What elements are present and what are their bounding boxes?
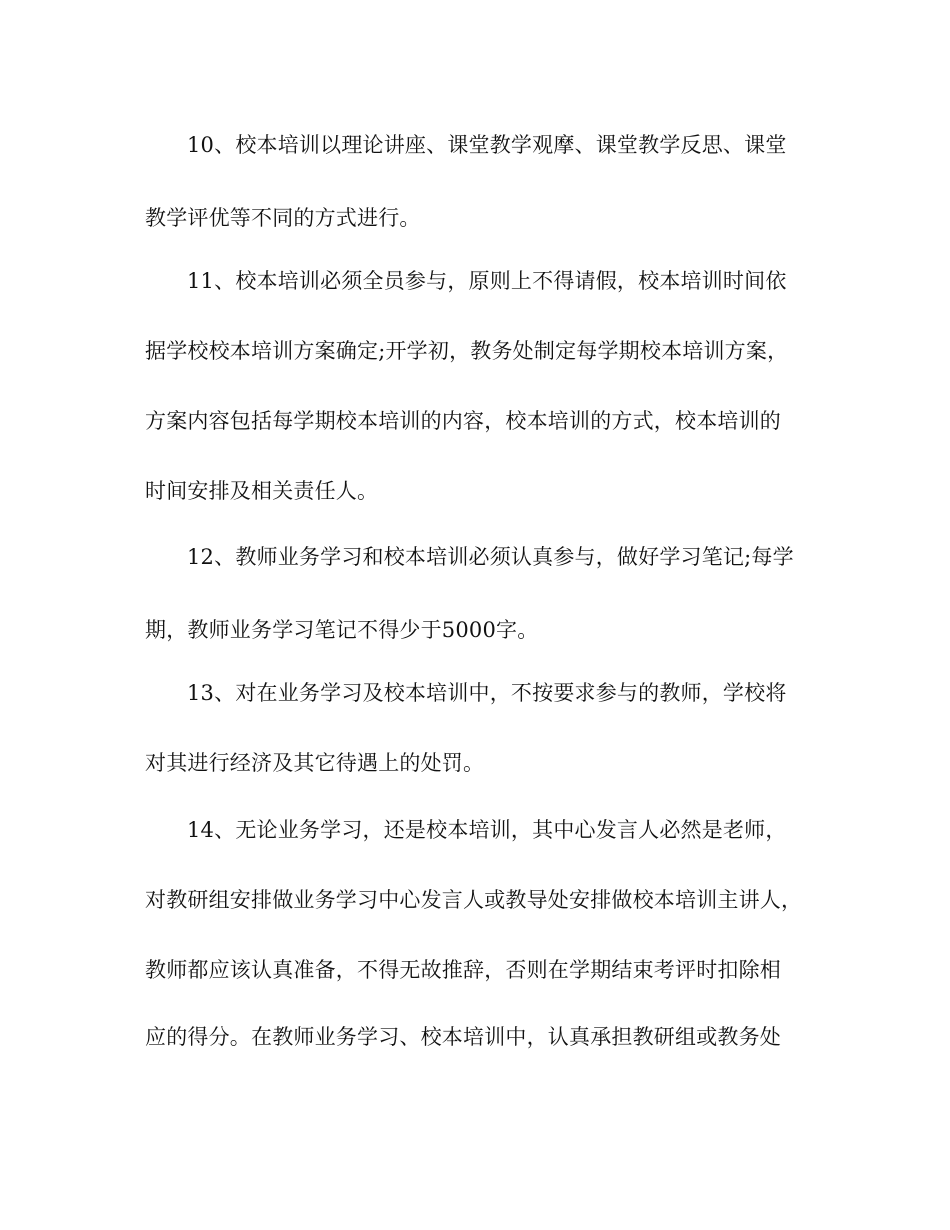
paragraph-11-line-3: 方案内容包括每学期校本培训的内容，校本培训的方式，校本培训的 [145, 409, 781, 433]
paragraph-13-line-1: 13、对在业务学习及校本培训中，不按要求参与的教师，学校将 [187, 681, 787, 705]
paragraph-11-line-4: 时间安排及相关责任人。 [145, 479, 379, 503]
paragraph-14-line-2: 对教研组安排做业务学习中心发言人或教导处安排做校本培训主讲人， [145, 888, 803, 912]
paragraph-11-line-2: 据学校校本培训方案确定;开学初，教务处制定每学期校本培训方案， [145, 339, 789, 363]
paragraph-10-line-1: 10、校本培训以理论讲座、课堂教学观摩、课堂教学反思、课堂 [187, 133, 787, 157]
paragraph-13-line-2: 对其进行经济及其它待遇上的处罚。 [145, 751, 485, 775]
paragraph-14-line-1: 14、无论业务学习，还是校本培训，其中心发言人必然是老师， [187, 818, 787, 842]
paragraph-11-line-1: 11、校本培训必须全员参与，原则上不得请假，校本培训时间依 [187, 269, 787, 293]
paragraph-12-line-2: 期，教师业务学习笔记不得少于5000字。 [145, 618, 539, 642]
paragraph-10-line-2: 教学评优等不同的方式进行。 [145, 206, 421, 230]
paragraph-14-line-4: 应的得分。在教师业务学习、校本培训中，认真承担教研组或教务处 [145, 1025, 781, 1049]
paragraph-14-line-3: 教师都应该认真准备，不得无故推辞，否则在学期结束考评时扣除相 [145, 958, 781, 982]
paragraph-12-line-1: 12、教师业务学习和校本培训必须认真参与，做好学习笔记;每学 [187, 545, 794, 569]
